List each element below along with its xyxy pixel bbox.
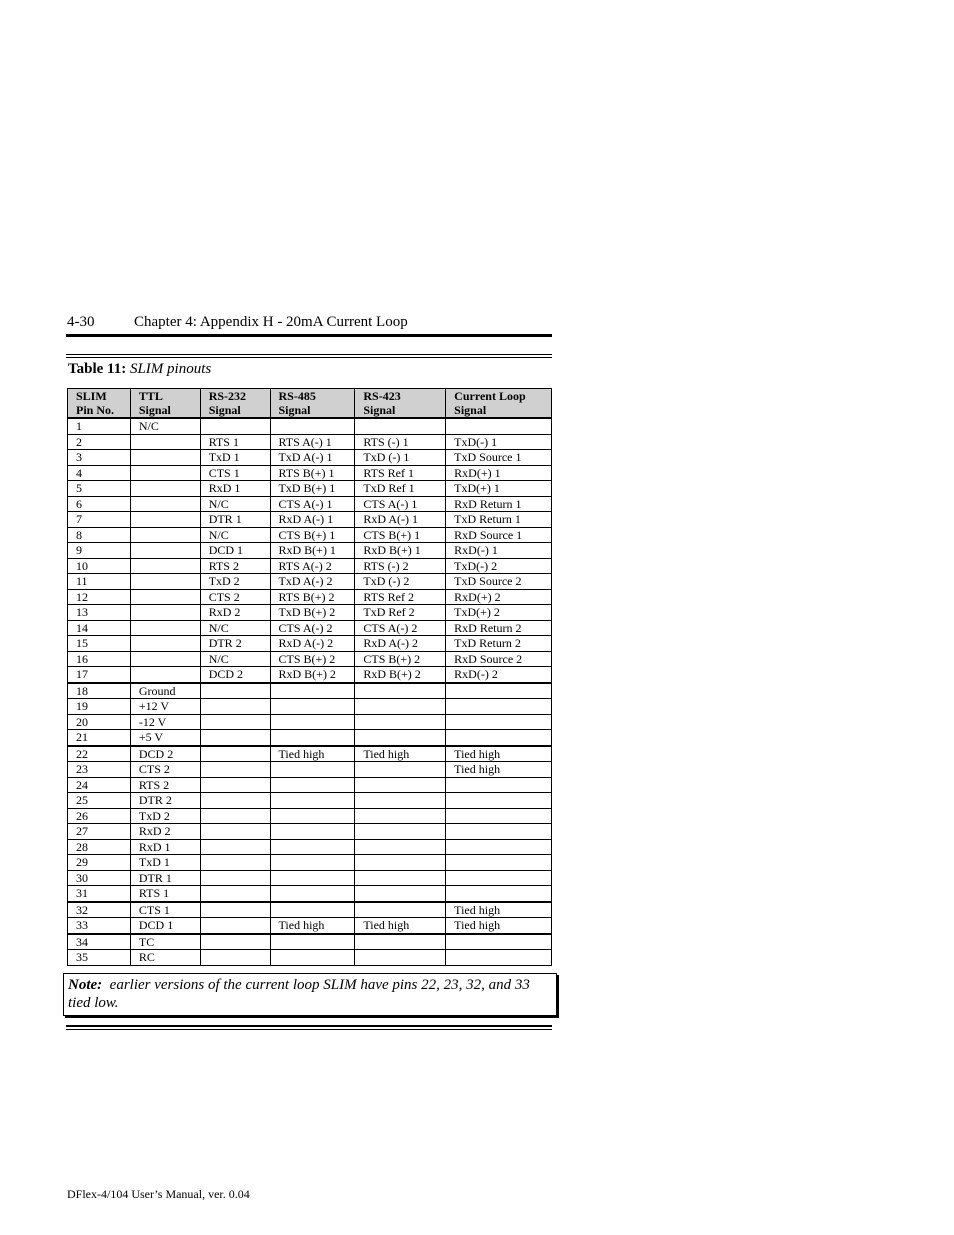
table-cell: 30 (68, 870, 131, 886)
table-cell: 34 (68, 934, 131, 950)
bottom-rule (66, 1025, 552, 1027)
table-cell (446, 714, 552, 730)
table-cell: RTS 2 (200, 558, 270, 574)
table-cell: CTS A(-) 2 (270, 620, 355, 636)
table-row (68, 730, 552, 746)
column-header-line: Signal (454, 403, 487, 417)
table-cell: Tied high (446, 746, 552, 762)
table-cell: 8 (68, 527, 131, 543)
table-cell (270, 870, 355, 886)
table-cell: DTR 1 (130, 870, 200, 886)
table-cell: RxD B(+) 1 (355, 543, 446, 559)
table-cell (446, 950, 552, 966)
table-cell (355, 418, 446, 434)
table-row (68, 434, 552, 450)
column-header-line: RS-485 (278, 389, 316, 403)
table-row (68, 870, 552, 886)
table-cell: TxD(+) 1 (446, 481, 552, 497)
table-cell (355, 683, 446, 699)
table-cell: RTS 1 (130, 886, 200, 902)
table-cell: TxD A(-) 1 (270, 450, 355, 466)
table-row (68, 636, 552, 652)
table-cell: 15 (68, 636, 131, 652)
column-header-line: Current Loop (454, 389, 526, 403)
table-cell (270, 902, 355, 918)
table-cell (446, 699, 552, 715)
table-cell: 22 (68, 746, 131, 762)
table-cell: DTR 1 (200, 512, 270, 528)
table-row (68, 620, 552, 636)
table-cell (200, 777, 270, 793)
table-cell (270, 824, 355, 840)
table-cell (130, 450, 200, 466)
table-cell (270, 808, 355, 824)
table-cell: CTS 2 (130, 762, 200, 778)
table-cell (446, 870, 552, 886)
table-cell: 7 (68, 512, 131, 528)
table-cell: CTS 1 (130, 902, 200, 918)
footer-text: DFlex-4/104 User’s Manual, ver. 0.04 (67, 1187, 250, 1201)
table-row (68, 839, 552, 855)
table-cell (130, 481, 200, 497)
table-row (68, 777, 552, 793)
column-header-line: Signal (278, 403, 311, 417)
table-cell (270, 730, 355, 746)
table-cell (130, 667, 200, 683)
table-cell: DCD 1 (200, 543, 270, 559)
table-cell: RTS Ref 1 (355, 465, 446, 481)
table-cell (355, 886, 446, 902)
table-cell (446, 683, 552, 699)
table-cell (446, 730, 552, 746)
table-cell: RC (130, 950, 200, 966)
table-cell (130, 651, 200, 667)
column-header (68, 389, 131, 419)
table-cell: RxD B(+) 1 (270, 543, 355, 559)
table-row (68, 793, 552, 809)
column-header-line: Pin No. (76, 403, 115, 417)
table-cell: DCD 2 (130, 746, 200, 762)
column-header-line: RS-232 (208, 389, 247, 403)
chapter-title: Chapter 4: Appendix H - 20mA Current Loop (134, 314, 408, 330)
table-row (68, 902, 552, 918)
table-row (68, 762, 552, 778)
table-cell: TxD 2 (200, 574, 270, 590)
table-cell (130, 496, 200, 512)
table-cell: -12 V (130, 714, 200, 730)
table-cell (355, 839, 446, 855)
table-cell (270, 934, 355, 950)
table-row (68, 605, 552, 621)
table-cell: 35 (68, 950, 131, 966)
table-cell: 20 (68, 714, 131, 730)
table-cell (355, 870, 446, 886)
table-cell (270, 950, 355, 966)
table-cell: TxD(-) 2 (446, 558, 552, 574)
table-row (68, 746, 552, 762)
table-cell: TC (130, 934, 200, 950)
table-row (68, 667, 552, 683)
table-cell (130, 605, 200, 621)
table-top-rule (66, 354, 552, 355)
table-cell (270, 418, 355, 434)
table-cell: 14 (68, 620, 131, 636)
table-cell: 32 (68, 902, 131, 918)
table-cell: RxD Return 1 (446, 496, 552, 512)
table-cell (130, 558, 200, 574)
table-cell: TxD 2 (130, 808, 200, 824)
table-row (68, 481, 552, 497)
table-cell: Tied high (270, 746, 355, 762)
table-top-rule-double (66, 357, 552, 358)
table-cell (130, 527, 200, 543)
table-row (68, 934, 552, 950)
table-cell: Ground (130, 683, 200, 699)
table-cell: TxD A(-) 2 (270, 574, 355, 590)
table-cell: TxD 1 (200, 450, 270, 466)
table-cell: RTS 2 (130, 777, 200, 793)
table-cell: Tied high (355, 918, 446, 934)
table-cell: RxD A(-) 2 (355, 636, 446, 652)
bottom-rule-double (66, 1029, 552, 1030)
table-cell: RxD(-) 1 (446, 543, 552, 559)
table-row (68, 512, 552, 528)
table-cell: 18 (68, 683, 131, 699)
table-cell: DCD 1 (130, 918, 200, 934)
table-cell: 33 (68, 918, 131, 934)
table-header-row (68, 389, 552, 419)
table-cell: 9 (68, 543, 131, 559)
table-row (68, 824, 552, 840)
note-text: earlier versions of the current loop SLIM have pins 22, 23, 32, and 33 tied low. (68, 977, 530, 1011)
column-header (355, 389, 446, 419)
table-cell: RxD A(-) 1 (355, 512, 446, 528)
table-row (68, 450, 552, 466)
table-cell (200, 918, 270, 934)
table-cell (446, 808, 552, 824)
table-cell (200, 730, 270, 746)
table-cell: Tied high (355, 746, 446, 762)
table-cell: RxD Source 1 (446, 527, 552, 543)
caption-label: Table 11: (68, 361, 127, 377)
table-cell (355, 762, 446, 778)
table-cell (446, 839, 552, 855)
table-cell: 23 (68, 762, 131, 778)
table-row (68, 496, 552, 512)
table-cell: TxD 1 (130, 855, 200, 871)
table-cell (355, 902, 446, 918)
table-cell: 28 (68, 839, 131, 855)
table-cell: CTS A(-) 1 (355, 496, 446, 512)
table-cell: RxD 1 (200, 481, 270, 497)
table-cell (355, 824, 446, 840)
table-cell (446, 886, 552, 902)
table-cell: TxD Source 2 (446, 574, 552, 590)
table-cell: Tied high (270, 918, 355, 934)
table-cell: RxD 2 (200, 605, 270, 621)
table-cell: RxD 2 (130, 824, 200, 840)
table-cell: Tied high (446, 762, 552, 778)
table-cell: Tied high (446, 902, 552, 918)
table-cell: DTR 2 (200, 636, 270, 652)
table-cell: RxD Return 2 (446, 620, 552, 636)
table-cell: TxD B(+) 1 (270, 481, 355, 497)
table-cell: CTS B(+) 2 (270, 651, 355, 667)
table-cell (200, 870, 270, 886)
table-row (68, 808, 552, 824)
table-cell (446, 824, 552, 840)
table-cell: CTS 2 (200, 589, 270, 605)
table-row (68, 699, 552, 715)
table-row (68, 465, 552, 481)
table-cell (130, 434, 200, 450)
column-header (446, 389, 552, 419)
table-cell: RxD A(-) 1 (270, 512, 355, 528)
table-cell (200, 699, 270, 715)
table-cell: +5 V (130, 730, 200, 746)
column-header (130, 389, 200, 419)
table-cell (270, 714, 355, 730)
table-cell: TxD (-) 2 (355, 574, 446, 590)
table-cell: 6 (68, 496, 131, 512)
table-cell: RxD 1 (130, 839, 200, 855)
table-caption (68, 361, 211, 378)
table-cell (200, 808, 270, 824)
table-cell: 10 (68, 558, 131, 574)
table-cell: RxD(+) 1 (446, 465, 552, 481)
table-cell: 16 (68, 651, 131, 667)
table-row (68, 527, 552, 543)
table-cell (355, 793, 446, 809)
table-cell (200, 886, 270, 902)
table-cell: RTS (-) 2 (355, 558, 446, 574)
table-cell: RTS 1 (200, 434, 270, 450)
table-cell: 4 (68, 465, 131, 481)
table-cell (130, 512, 200, 528)
table-row (68, 651, 552, 667)
table-row (68, 558, 552, 574)
table-cell: RxD B(+) 2 (270, 667, 355, 683)
column-header-line: Signal (363, 403, 396, 417)
table-row (68, 950, 552, 966)
table-cell: TxD Ref 2 (355, 605, 446, 621)
table-cell: RxD A(-) 2 (270, 636, 355, 652)
table-cell: TxD(+) 2 (446, 605, 552, 621)
table-cell: TxD (-) 1 (355, 450, 446, 466)
table-row (68, 543, 552, 559)
table-cell: DCD 2 (200, 667, 270, 683)
table-cell (200, 714, 270, 730)
column-header-line: Signal (208, 403, 241, 417)
table-cell (355, 777, 446, 793)
table-cell: 31 (68, 886, 131, 902)
table-cell: 26 (68, 808, 131, 824)
table-row (68, 589, 552, 605)
table-cell: 5 (68, 481, 131, 497)
table-cell: RTS (-) 1 (355, 434, 446, 450)
slim-pinouts-table (67, 388, 552, 966)
table-cell: TxD Return 1 (446, 512, 552, 528)
table-cell (200, 746, 270, 762)
table-cell: RTS B(+) 2 (270, 589, 355, 605)
table-cell: 27 (68, 824, 131, 840)
table-cell: CTS A(-) 2 (355, 620, 446, 636)
table-cell: TxD(-) 1 (446, 434, 552, 450)
table-cell: TxD Ref 1 (355, 481, 446, 497)
table-cell: 29 (68, 855, 131, 871)
table-cell: RTS A(-) 2 (270, 558, 355, 574)
table-cell (130, 574, 200, 590)
table-cell: 11 (68, 574, 131, 590)
table-cell: 1 (68, 418, 131, 434)
note-box (63, 973, 557, 1016)
table-cell (200, 762, 270, 778)
table-cell: CTS A(-) 1 (270, 496, 355, 512)
table-cell: RTS A(-) 1 (270, 434, 355, 450)
table-cell (130, 465, 200, 481)
table-cell (446, 793, 552, 809)
table-cell (446, 418, 552, 434)
table-row (68, 918, 552, 934)
table-cell: RxD(+) 2 (446, 589, 552, 605)
table-cell: 2 (68, 434, 131, 450)
table-cell (130, 543, 200, 559)
header-rule (66, 334, 552, 337)
table-cell (270, 839, 355, 855)
table-cell: N/C (130, 418, 200, 434)
table-cell: TxD B(+) 2 (270, 605, 355, 621)
column-header-line: Signal (138, 403, 171, 417)
table-cell (200, 824, 270, 840)
table-cell: RxD Source 2 (446, 651, 552, 667)
table-cell (355, 730, 446, 746)
table-cell (446, 934, 552, 950)
table-cell: N/C (200, 620, 270, 636)
table-body (68, 418, 552, 965)
table-row (68, 683, 552, 699)
table-cell: 19 (68, 699, 131, 715)
column-header (270, 389, 355, 419)
table-cell: +12 V (130, 699, 200, 715)
table-row (68, 418, 552, 434)
table-cell: 12 (68, 589, 131, 605)
table-cell (355, 808, 446, 824)
column-header-line: TTL (138, 389, 163, 403)
table-cell: DTR 2 (130, 793, 200, 809)
table-cell: 13 (68, 605, 131, 621)
table-cell (270, 886, 355, 902)
table-cell (130, 636, 200, 652)
page-number: 4-30 (67, 314, 95, 330)
table-cell (200, 855, 270, 871)
table-cell (355, 699, 446, 715)
table-cell: N/C (200, 527, 270, 543)
table-cell: CTS B(+) 1 (355, 527, 446, 543)
table-row (68, 855, 552, 871)
caption-title: SLIM pinouts (129, 361, 212, 377)
column-header-line: SLIM (76, 389, 107, 403)
table-cell (130, 589, 200, 605)
table-cell: Tied high (446, 918, 552, 934)
table-cell: 21 (68, 730, 131, 746)
table-cell: 17 (68, 667, 131, 683)
table-cell (355, 714, 446, 730)
table-cell: TxD Source 1 (446, 450, 552, 466)
table-row (68, 574, 552, 590)
column-header (200, 389, 270, 419)
table-cell (270, 793, 355, 809)
column-header-line: RS-423 (363, 389, 401, 403)
table-cell (130, 620, 200, 636)
note-label: Note: (68, 977, 103, 993)
table-cell (200, 418, 270, 434)
table-cell: RTS B(+) 1 (270, 465, 355, 481)
table-cell (200, 950, 270, 966)
table-cell (200, 683, 270, 699)
table-cell (270, 777, 355, 793)
table-cell: N/C (200, 496, 270, 512)
table-cell: TxD Return 2 (446, 636, 552, 652)
table-cell: RTS Ref 2 (355, 589, 446, 605)
table-cell: 25 (68, 793, 131, 809)
table-cell: 24 (68, 777, 131, 793)
table-cell: CTS 1 (200, 465, 270, 481)
table-cell (355, 950, 446, 966)
table-cell: RxD(-) 2 (446, 667, 552, 683)
table-cell (270, 762, 355, 778)
table-row (68, 714, 552, 730)
table-cell (200, 839, 270, 855)
table-cell (270, 699, 355, 715)
table-cell (270, 855, 355, 871)
table-cell (355, 934, 446, 950)
table-cell (200, 793, 270, 809)
table-cell: RxD B(+) 2 (355, 667, 446, 683)
table-cell (270, 683, 355, 699)
table-cell (200, 934, 270, 950)
table-cell (200, 902, 270, 918)
table-row (68, 886, 552, 902)
table-cell: CTS B(+) 2 (355, 651, 446, 667)
table-cell (355, 855, 446, 871)
table-cell: N/C (200, 651, 270, 667)
table-cell: 3 (68, 450, 131, 466)
table-cell (446, 777, 552, 793)
table-cell (446, 855, 552, 871)
table-cell: CTS B(+) 1 (270, 527, 355, 543)
